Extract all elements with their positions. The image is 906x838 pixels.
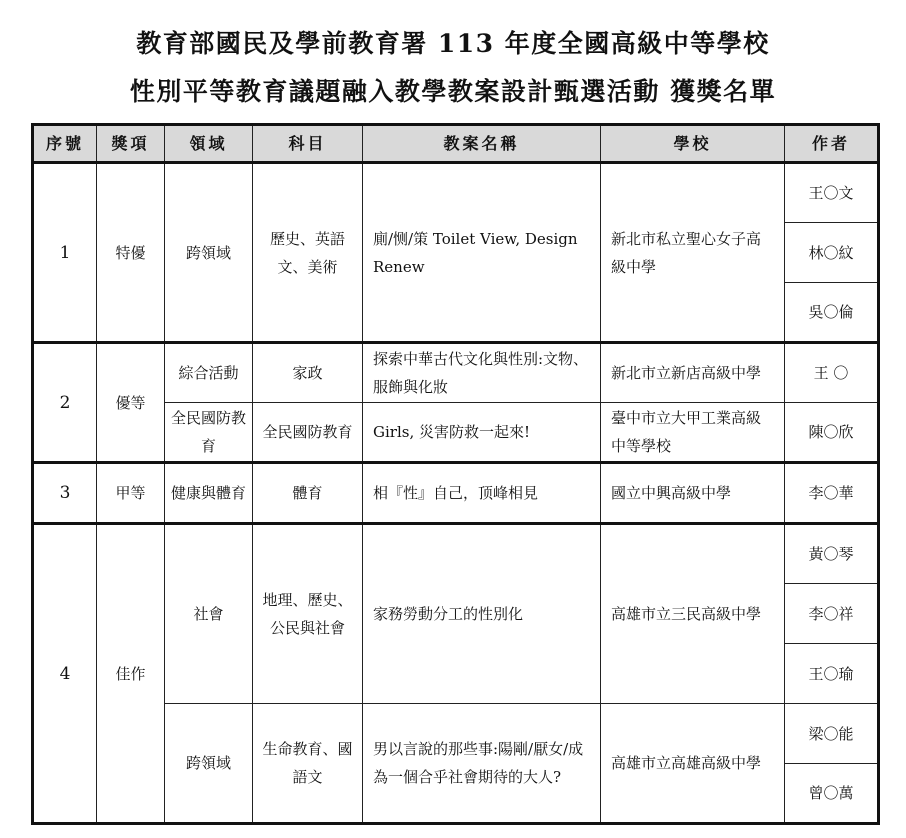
subject-cell: 生命教育、國語文 <box>253 704 363 824</box>
award-cell: 優等 <box>97 343 165 463</box>
domain-cell: 健康與體育 <box>165 463 253 524</box>
author-cell: 吳〇倫 <box>785 283 879 343</box>
domain-cell: 全民國防教育 <box>165 403 253 463</box>
header-award: 獎項 <box>97 125 165 163</box>
award-cell: 佳作 <box>97 524 165 824</box>
author-cell: 王〇文 <box>785 163 879 223</box>
header-row <box>33 125 879 163</box>
lesson-cell: 相『性』自己，顶峰相見 <box>363 463 601 524</box>
seq-cell: 3 <box>33 463 97 524</box>
author-cell: 曾〇萬 <box>785 764 879 824</box>
header-subject: 科目 <box>253 125 363 163</box>
school-cell: 國立中興高級中學 <box>601 463 785 524</box>
school-cell: 新北市私立聖心女子高級中學 <box>601 163 785 343</box>
page-title-line2: 性別平等教育議題融入教學教案設計甄選活動 獲獎名單 <box>129 77 777 106</box>
author-cell: 陳〇欣 <box>785 403 879 463</box>
page-title-line1: 教育部國民及學前教育署 113 年度全國高級中等學校 <box>136 29 770 58</box>
lesson-cell: 探索中華古代文化與性別:文物、服飾與化妝 <box>363 343 601 403</box>
seq-cell: 2 <box>33 343 97 463</box>
author-cell: 黃〇琴 <box>785 524 879 584</box>
award-cell: 特優 <box>97 163 165 343</box>
header-domain: 領域 <box>165 125 253 163</box>
table-row <box>33 343 879 403</box>
lesson-cell: 家務勞動分工的性別化 <box>363 524 601 704</box>
table-row <box>33 524 879 584</box>
lesson-cell: Girls, 災害防救一起來! <box>363 403 601 463</box>
subject-cell: 歷史、英語文、美術 <box>253 163 363 343</box>
header-school: 學校 <box>601 125 785 163</box>
school-cell: 高雄市立高雄高級中學 <box>601 704 785 824</box>
author-cell: 李〇祥 <box>785 584 879 644</box>
author-cell: 李〇華 <box>785 463 879 524</box>
domain-cell: 跨領域 <box>165 163 253 343</box>
seq-cell: 1 <box>33 163 97 343</box>
award-cell: 甲等 <box>97 463 165 524</box>
school-cell: 新北市立新店高級中學 <box>601 343 785 403</box>
header-lesson: 教案名稱 <box>363 125 601 163</box>
domain-cell: 跨領域 <box>165 704 253 824</box>
table-row <box>33 463 879 524</box>
author-cell: 王〇瑜 <box>785 644 879 704</box>
subject-cell: 地理、歷史、公民與社會 <box>253 524 363 704</box>
subject-cell: 家政 <box>253 343 363 403</box>
subject-cell: 體育 <box>253 463 363 524</box>
header-author: 作者 <box>785 125 879 163</box>
subject-cell: 全民國防教育 <box>253 403 363 463</box>
author-cell: 梁〇能 <box>785 704 879 764</box>
school-cell: 臺中市立大甲工業高級中等學校 <box>601 403 785 463</box>
author-cell: 王 〇 <box>785 343 879 403</box>
lesson-cell: 廁/恻/策 Toilet View, Design Renew <box>363 163 601 343</box>
school-cell: 高雄市立三民高級中學 <box>601 524 785 704</box>
lesson-cell: 男以言說的那些事:陽剛/厭女/成為一個合乎社會期待的大人? <box>363 704 601 824</box>
table-row <box>33 163 879 223</box>
author-cell: 林〇紋 <box>785 223 879 283</box>
award-table <box>31 123 880 825</box>
header-seq: 序號 <box>33 125 97 163</box>
seq-cell: 4 <box>33 524 97 824</box>
domain-cell: 社會 <box>165 524 253 704</box>
domain-cell: 綜合活動 <box>165 343 253 403</box>
